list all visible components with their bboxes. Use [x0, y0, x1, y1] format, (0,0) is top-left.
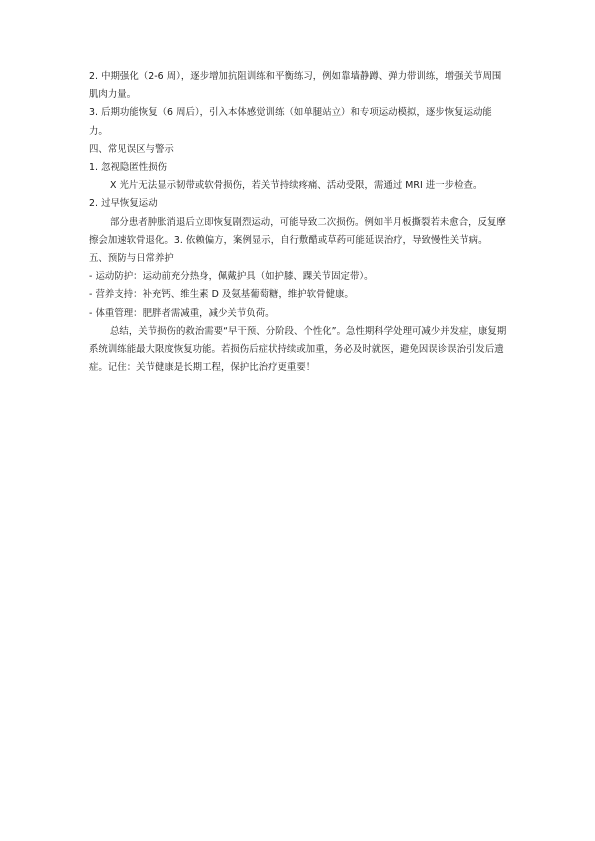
paragraph-late-phase: 3. 后期功能恢复（6 周后），引入本体感觉训练（如单腿站立）和专项运动模拟，逐步恢复运动能力。	[89, 107, 492, 137]
list-item-weight: - 体重管理：肥胖者需减重，减少关节负荷。	[89, 307, 275, 319]
subheading-hidden-injury: 1. 忽视隐匿性损伤	[89, 162, 168, 174]
paragraph-summary: 总结，关节损伤的救治需要“早干预、分阶段、个性化”。急性期科学处理可减少并发症，康复期系统训练能最大限度恢复功能。若损伤后症状持续或加重，务必及时就医，避免因误诊误治引发后遗症。记住：关节健康是长期工程，保护比治疗更重要！	[89, 325, 507, 374]
section-heading-misconceptions: 四、常见误区与警示	[89, 143, 174, 155]
document-body	[89, 68, 507, 377]
subheading-early-return: 2. 过早恢复运动	[89, 198, 158, 210]
list-item-sports-protection: - 运动防护：运动前充分热身，佩戴护具（如护膝、踝关节固定带）。	[89, 271, 374, 283]
paragraph-early-return: 部分患者肿胀消退后立即恢复剧烈运动，可能导致二次损伤。例如半月板撕裂若未愈合，反复摩擦会加速软骨退化。3. 依赖偏方，案例显示，自行敷醋或草药可能延误治疗，导致慢性关节病。	[89, 216, 506, 246]
section-heading-prevention: 五、预防与日常养护	[89, 253, 174, 265]
list-item-nutrition: - 营养支持：补充钙、维生素 D 及氨基葡萄糖，维护软骨健康。	[89, 289, 354, 301]
paragraph-mid-phase: 2. 中期强化（2-6 周），逐步增加抗阻训练和平衡练习，例如靠墙静蹲、弹力带训练，增强关节周围肌肉力量。	[89, 71, 502, 101]
paragraph-hidden-injury: X 光片无法显示韧带或软骨损伤，若关节持续疼痛、活动受限，需通过 MRI 进一步检查。	[110, 180, 483, 192]
